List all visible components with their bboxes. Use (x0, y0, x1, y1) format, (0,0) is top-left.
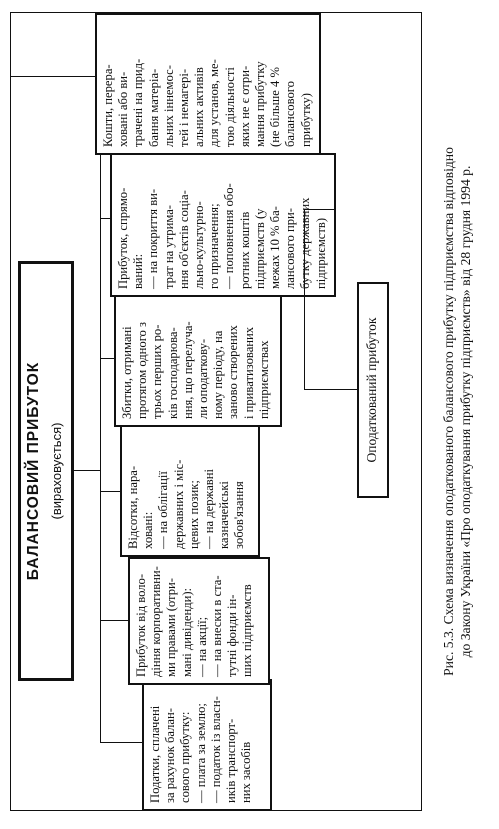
box-line: ваний: (131, 253, 146, 289)
box-line: ння об'єктів соціа- (176, 190, 191, 289)
box-line: — поповнення обо- (222, 183, 237, 289)
box-line: протягом одного з (135, 322, 150, 419)
box-line: державних і міс- (171, 459, 186, 549)
deduction-text (126, 432, 248, 549)
branch-4 (100, 358, 114, 359)
deduction-text (134, 564, 256, 677)
box-line: тей і немагері- (177, 68, 192, 147)
box-line: діння корпоративни- (149, 566, 164, 677)
branch-2 (100, 620, 128, 621)
box-line: ротних коштів (237, 211, 252, 289)
box-line: (не більше 4 % (268, 67, 283, 147)
caption-line-2: до Закону України «Про оподаткування прибутку підприємств» від 28 грудня 1994 р. (458, 165, 473, 658)
box-line: і приватизованих (241, 326, 256, 419)
box-line: ків господарюва- (165, 327, 180, 419)
box-line: тою діяльності (222, 67, 237, 147)
box-line: прибутку) (298, 93, 313, 147)
deduction-box-corporate-rights (128, 557, 270, 685)
box-line: льних іннемос- (161, 65, 176, 147)
title-sub: (вираховується) (49, 422, 64, 520)
box-line: мання прибутку (253, 61, 268, 147)
box-line: яких не є отри- (237, 65, 252, 147)
box-line: ли оподаткову- (196, 338, 211, 419)
box-line: — на державні (202, 469, 217, 549)
taxed-profit-label: Оподаткований прибуток (364, 317, 379, 463)
box-line: Кошти, перера- (101, 64, 115, 147)
branch-6 (10, 76, 100, 77)
box-line: — податок із власн- (208, 696, 223, 803)
box-line: цевих позик; (186, 480, 201, 549)
figure-caption (440, 12, 474, 811)
branch-5 (100, 218, 110, 219)
box-line: ховані: (141, 511, 156, 549)
branch-1 (100, 742, 142, 743)
box-line: бання матеріа- (146, 68, 161, 147)
box-line: для установ, ме- (207, 59, 222, 147)
title-main: БАЛАНСОВИЙ ПРИБУТОК (25, 361, 42, 581)
box-line: сового прибутку: (178, 711, 193, 803)
deduction-box-taxes (142, 679, 272, 811)
box-line: Збитки, отримані (120, 326, 134, 419)
box-line: — на покриття ви- (146, 188, 161, 289)
box-line: иків транспорт- (224, 718, 239, 803)
box-line: зобов'язання (232, 481, 247, 549)
branch-bus (100, 77, 101, 743)
box-line: ми правами (отри- (164, 578, 179, 677)
deduction-text (116, 160, 329, 289)
taxed-profit-box (357, 282, 389, 498)
deduction-box-directed-profit (110, 153, 336, 297)
caption-line-1: Рис. 5.3. Схема визначення оподаткованого балансового прибутку підприємства відповідно (441, 147, 456, 676)
box-line: Прибуток, спрямо- (116, 187, 130, 289)
box-line: лансового при- (283, 208, 298, 289)
deduction-box-interest (120, 425, 260, 557)
branch-3 (100, 491, 120, 492)
result-bus (304, 210, 305, 390)
box-line: трачені на прид- (131, 58, 146, 147)
box-line: ному періоду, на (211, 330, 226, 419)
box-line: трат на утрима- (161, 204, 176, 289)
box-line: за рахунок балан- (163, 708, 178, 803)
box-line: ших підприємств (240, 584, 255, 677)
box-line: підприємств) (313, 217, 328, 289)
deduction-text (148, 686, 254, 803)
box-line: мані дивіденди): (179, 587, 194, 677)
box-line: го призначення; (207, 203, 222, 289)
box-line: льно-культурно- (192, 201, 207, 289)
deduction-text (120, 298, 272, 419)
box-line: альних активів (192, 67, 207, 147)
box-line: — на внески в ста- (210, 575, 225, 677)
box-line: — на акції; (194, 616, 209, 677)
box-line: ння, що перелуча- (180, 321, 195, 419)
box-line: Податки, сплачені (148, 705, 162, 803)
title-box (18, 261, 74, 681)
box-line: підприємствах (256, 340, 271, 419)
deduction-text (101, 20, 314, 147)
box-line: казначейські (217, 481, 232, 549)
box-line: ховані або ви- (116, 71, 131, 147)
box-line: — плата за землю; (193, 703, 208, 803)
box-line: заново створених (226, 325, 241, 419)
box-line: межах 10 % ба- (268, 206, 283, 289)
box-line: балансового (283, 81, 298, 147)
result-connector (304, 389, 357, 390)
deduction-box-losses (114, 291, 282, 427)
box-line: підприємств (у (252, 208, 267, 289)
deduction-box-transferred-funds (95, 13, 321, 155)
box-line: бутку державних (298, 197, 313, 289)
box-line: трьох перших ро- (150, 324, 165, 419)
title-connector (74, 470, 100, 471)
result-connector-right (304, 209, 336, 210)
box-line: них засобів (239, 741, 254, 803)
box-line: Прибуток від воло- (134, 573, 148, 677)
box-line: — на облігації (156, 471, 171, 549)
box-line: тутні фонди ін- (225, 594, 240, 677)
box-line: Відсотки, нара- (126, 465, 140, 549)
